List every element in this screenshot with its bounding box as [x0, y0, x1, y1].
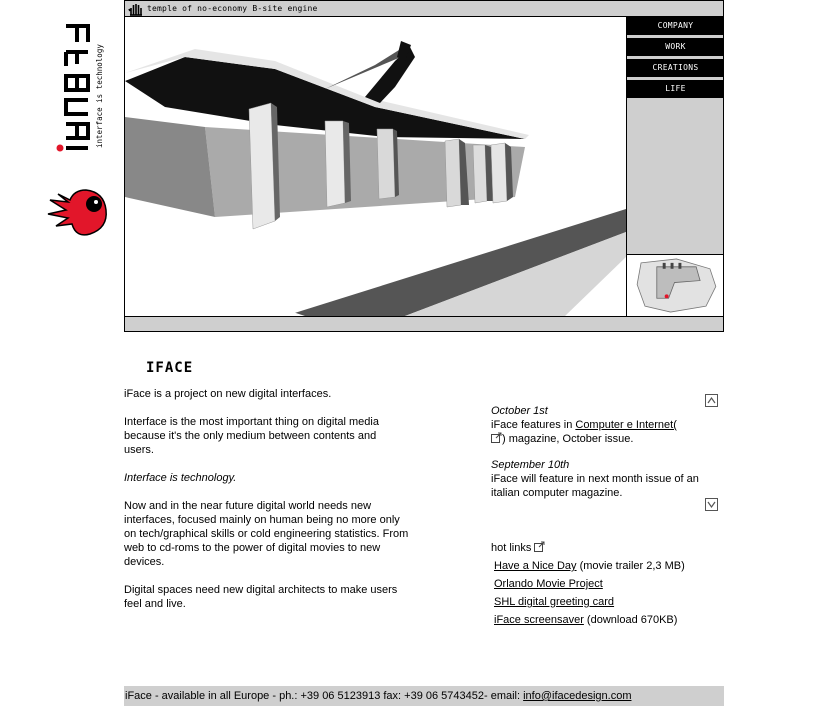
main-nav [626, 17, 723, 254]
list-item [494, 593, 721, 611]
hot-link-note: (movie trailer 2,3 MB) [576, 560, 685, 572]
news-list [491, 404, 721, 512]
hot-link-note: (download 670KB) [583, 614, 678, 626]
minimap[interactable] [626, 254, 723, 316]
temple-3d-scene[interactable] [125, 17, 626, 316]
intro-paragraph: Interface is the most important thing on digital media because it's the only medium between contents and users. [124, 416, 379, 456]
page-title: IFACE [146, 360, 194, 376]
frame-title: temple of no-economy B-site engine [147, 4, 318, 13]
hot-link-orlando-movie-project[interactable]: Orlando Movie Project [494, 578, 603, 590]
hot-link-iface-screensaver[interactable]: iFace screensaver [494, 614, 584, 626]
footer-email-link[interactable]: info@ifacedesign.com [523, 690, 632, 702]
list-item [494, 611, 721, 629]
news-item [491, 404, 721, 446]
hot-link-shl-greeting-card[interactable]: SHL digital greeting card [494, 596, 615, 608]
intro-paragraph: iFace is a project on new digital interfaces. [124, 388, 332, 400]
news-text: iFace will feature in next month issue of an italian computer magazine. [491, 473, 699, 499]
footer-contact: iFace - available in all Europe - ph.: +39 06 5123913 fax: +39 06 5743452- email: [125, 690, 524, 702]
news-item [491, 458, 721, 500]
intro-text [124, 387, 409, 625]
nav-work[interactable]: WORK [627, 38, 724, 56]
intro-paragraph: Now and in the near future digital world needs new interfaces, focused mainly on human being no more only on tech/graphical skills or cold engineering statistics. From web to cd-roms to the power of digital movies to new devices. [124, 500, 409, 568]
external-link-icon[interactable] [491, 432, 502, 443]
frame-titlebar [125, 1, 723, 17]
news-text: iFace features in [491, 419, 576, 431]
external-link-icon [534, 541, 545, 552]
footer [124, 686, 724, 706]
hot-links-label: hot links [491, 542, 532, 554]
news-date: October 1st [491, 405, 548, 417]
comet-mascot-icon [46, 180, 110, 242]
intro-paragraph: Interface is technology. [124, 472, 237, 484]
nav-company[interactable]: COMPANY [627, 17, 724, 35]
main-frame [124, 0, 724, 332]
intro-paragraph: Digital spaces need new digital architects to make users feel and live. [124, 584, 398, 610]
tagline-text [92, 20, 106, 150]
scroll-down-icon[interactable] [705, 498, 718, 511]
hand-icon [128, 2, 144, 16]
svg-text:interface is technology: interface is technology [95, 44, 104, 148]
hot-links [491, 539, 721, 629]
frame-statusbar [125, 316, 723, 331]
news-text: ) magazine, October issue. [502, 433, 634, 445]
nav-life[interactable]: LIFE [627, 80, 724, 98]
news-date: September 10th [491, 459, 570, 471]
nav-creations[interactable]: CREATIONS [627, 59, 724, 77]
news-link-computer-e-internet[interactable]: Computer e Internet( [575, 419, 677, 431]
list-item [494, 557, 721, 575]
list-item [494, 575, 721, 593]
logo[interactable] [44, 20, 112, 225]
hot-link-have-a-nice-day[interactable]: Have a Nice Day [494, 560, 577, 572]
